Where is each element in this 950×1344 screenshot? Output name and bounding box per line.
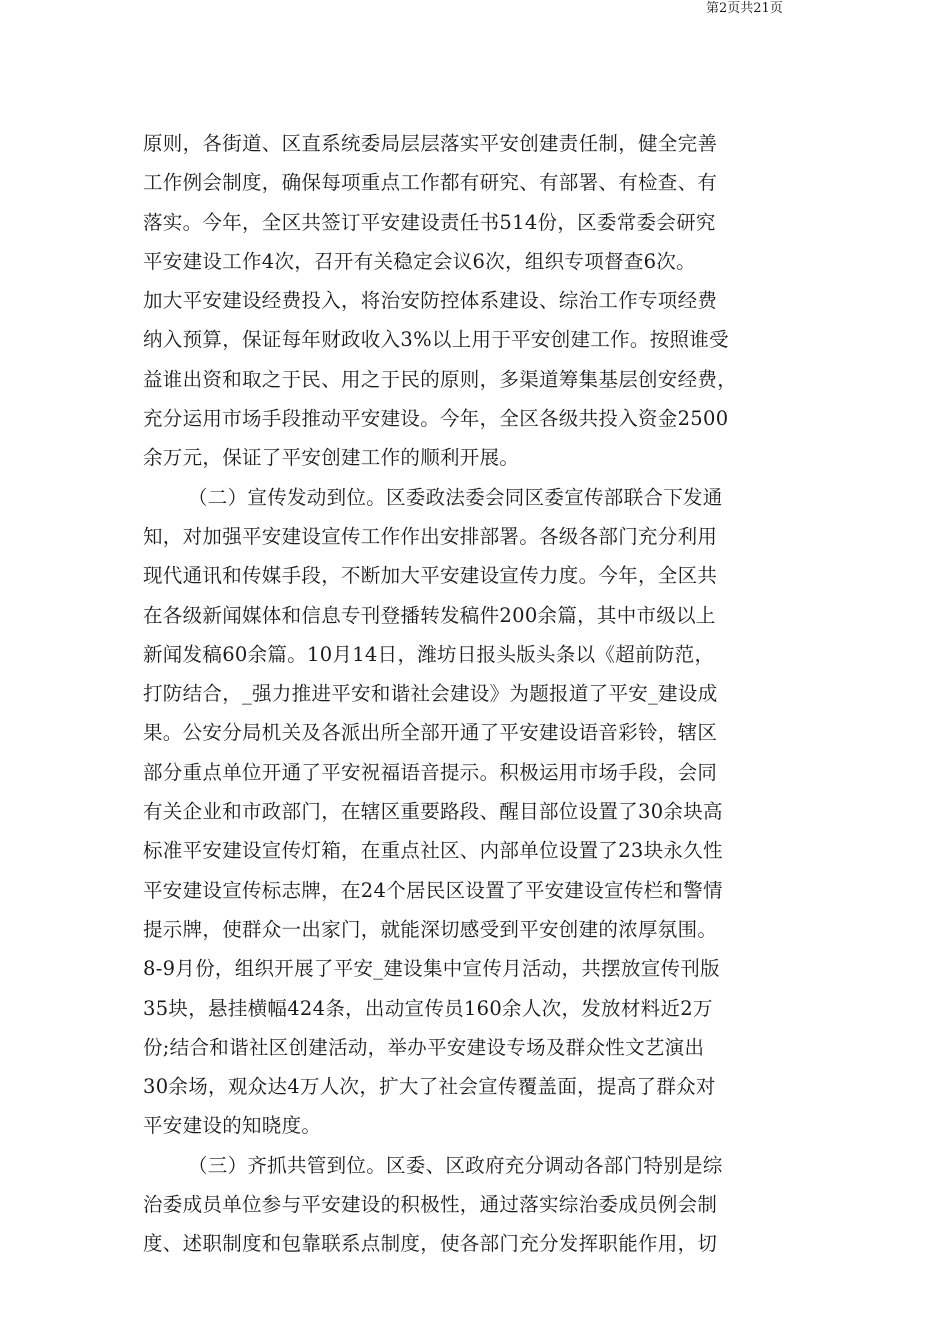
text-line: 工作例会制度，确保每项重点工作都有研究、有部署、有检查、有 (143, 171, 718, 195)
text-line: 30余场，观众达4万人次，扩大了社会宣传覆盖面，提高了群众对 (143, 1075, 716, 1099)
text-line: 有关企业和市政部门，在辖区重要路段、醒目部位设置了30余块高 (143, 800, 723, 824)
text-line: 果。公安分局机关及各派出所全部开通了平安建设语音彩铃，辖区 (143, 721, 718, 745)
text-line: 8-9月份，组织开展了平安_建设集中宣传月活动，共摆放宣传刊版 (143, 957, 720, 981)
text-line: 原则，各街道、区直系统委局层层落实平安创建责任制，健全完善 (143, 132, 718, 155)
text-line: 平安建设宣传标志牌，在24个居民区设置了平安建设宣传栏和警情 (143, 878, 723, 902)
text-line: 加大平安建设经费投入，将治安防控体系建设、综治工作专项经费 (143, 289, 718, 313)
text-line: 新闻发稿60余篇。10月14日，潍坊日报头版头条以《超前防范， (143, 642, 715, 666)
text-line: 35块，悬挂横幅424条，出动宣传员160余人次，发放材料近2万 (143, 996, 713, 1020)
text-line: 部分重点单位开通了平安祝福语音提示。积极运用市场手段，会同 (143, 760, 718, 784)
text-line: 度、述职制度和包靠联系点制度，使各部门充分发挥职能作用，切 (143, 1232, 718, 1256)
text-line: 纳入预算，保证每年财政收入3%以上用于平安创建工作。按照谁受 (143, 328, 729, 352)
text-line: 充分运用市场手段推动平安建设。今年，全区各级共投入资金2500 (143, 407, 729, 431)
document-body (143, 124, 813, 1264)
text-line: 落实。今年，全区共签订平安建设责任书514份，区委常委会研究 (143, 210, 716, 234)
text-line: 平安建设工作4次，召开有关稳定会议6次，组织专项督查6次。 (143, 249, 696, 273)
text-line: 提示牌，使群众一出家门，就能深切感受到平安创建的浓厚氛围。 (143, 917, 718, 941)
text-line: 标准平安建设宣传灯箱，在重点社区、内部单位设置了23块永久性 (143, 839, 723, 863)
text-line: 份;结合和谐社区创建活动，举办平安建设专场及群众性文艺演出 (143, 1035, 705, 1059)
text-line: 在各级新闻媒体和信息专刊登播转发稿件200余篇，其中市级以上 (143, 603, 716, 627)
text-line: 现代通讯和传媒手段，不断加大平安建设宣传力度。今年，全区共 (143, 564, 718, 588)
text-line: 余万元，保证了平安创建工作的顺利开展。 (143, 446, 520, 470)
text-line: 益谁出资和取之于民、用之于民的原则，多渠道筹集基层创安经费， (143, 367, 738, 391)
text-line: 治委成员单位参与平安建设的积极性，通过落实综治委成员例会制 (143, 1193, 718, 1217)
section-heading-line: （二）宣传发动到位。区委政法委会同区委宣传部联合下发通 (188, 485, 723, 509)
page-number: 第2页共21页 (706, 1, 783, 16)
text-line: 平安建设的知晓度。 (143, 1114, 322, 1138)
text-line: 打防结合，_强力推进平安和谐社会建设》为题报道了平安_建设成 (143, 682, 718, 706)
section-heading-line: （三）齐抓共管到位。区委、区政府充分调动各部门特别是综 (188, 1153, 723, 1177)
text-line: 知，对加强平安建设宣传工作作出安排部署。各级各部门充分利用 (143, 524, 718, 548)
